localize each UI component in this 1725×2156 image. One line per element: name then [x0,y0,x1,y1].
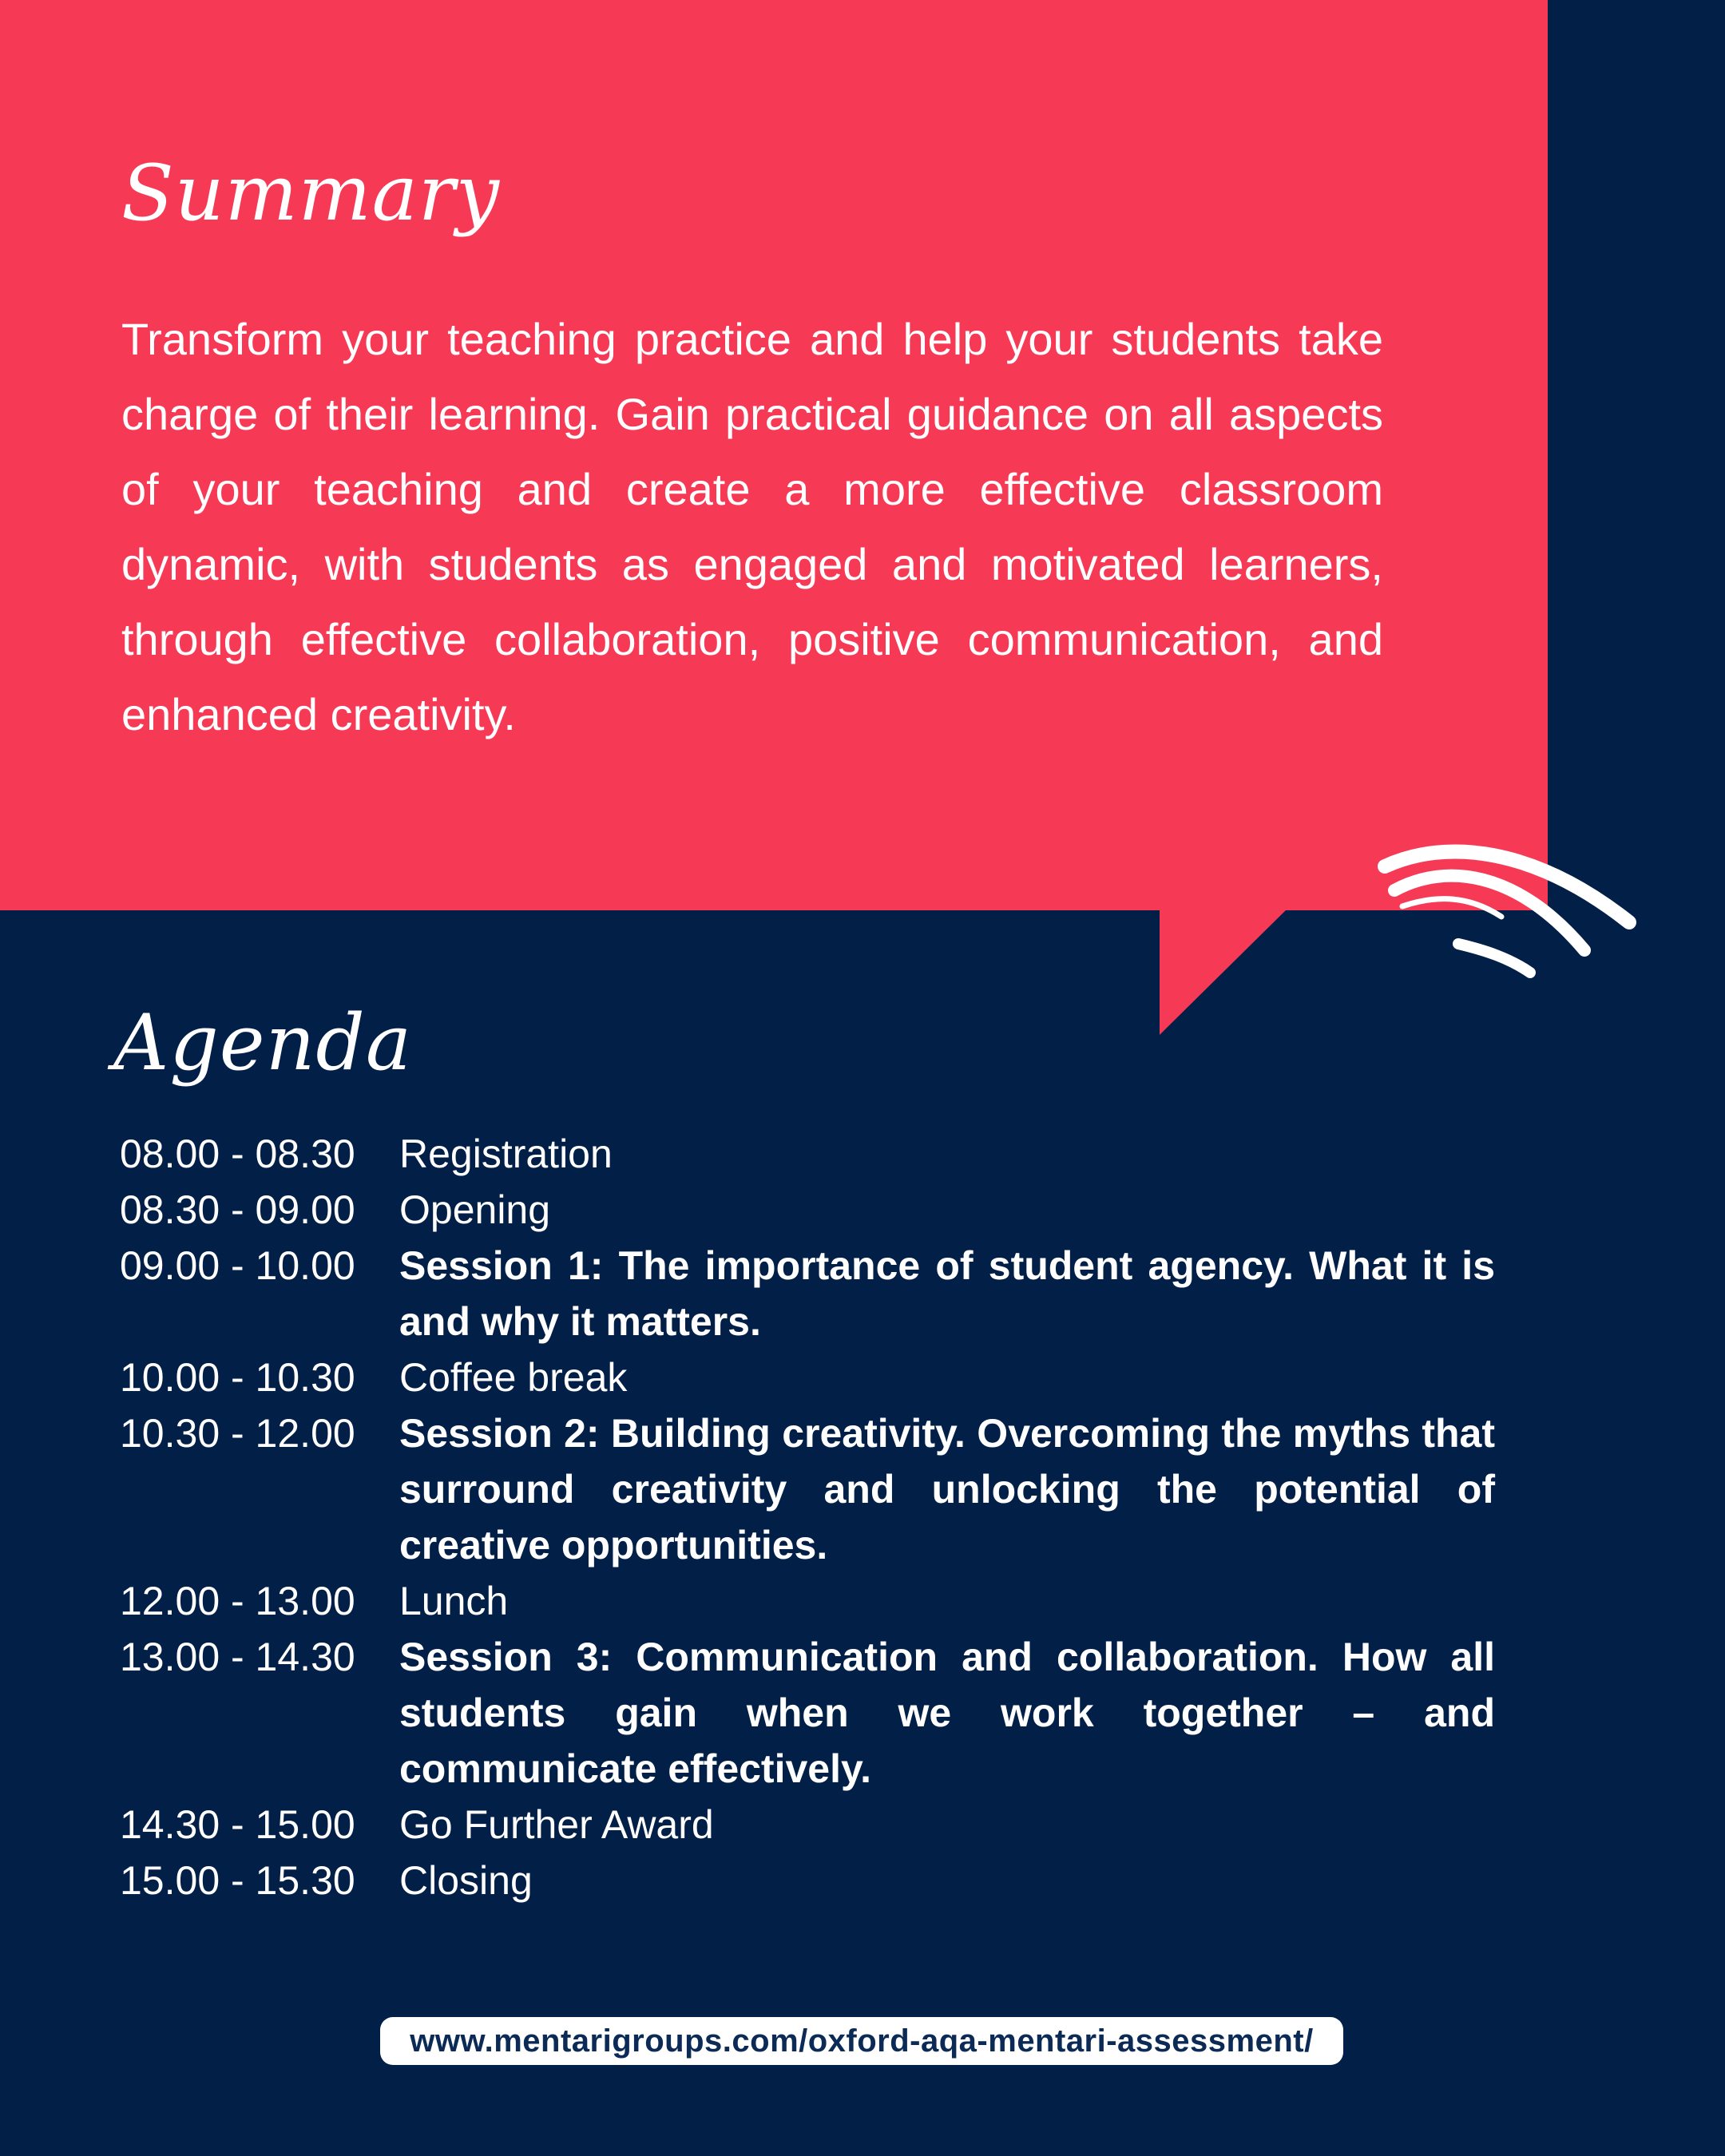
agenda-time: 10.30 - 12.00 [120,1411,355,1456]
agenda-session-desc: Session 2: Building creativity. Overcoming the myths that surround creativity and unlocking the potential of creative opportunities. [399,1411,1495,1567]
agenda-item [120,1182,1495,1238]
agenda-session-desc: Session 1: The importance of student agency. What it is and why it matters. [399,1243,1495,1344]
agenda-desc: Closing [399,1858,533,1903]
agenda-desc: Opening [399,1187,551,1232]
agenda-item [120,1629,1495,1797]
agenda-desc: Coffee break [399,1355,628,1400]
agenda-item [120,1797,1495,1853]
agenda-item [120,1126,1495,1182]
agenda-time: 14.30 - 15.00 [120,1802,355,1847]
agenda-session-desc: Session 3: Communication and collaboration. How all students gain when we work together – and communicate effectively. [399,1635,1495,1791]
agenda-time: 09.00 - 10.00 [120,1243,355,1288]
agenda-item [120,1238,1495,1349]
summary-body: Transform your teaching practice and help your students take charge of their learning. Gain practical guidance on all aspects of your teaching and create a more effective classroom dynamic, with students as engaged and motivated learners, through effective collaboration, positive communication, and enhanced creativity. [121,314,1383,739]
agenda-desc: Registration [399,1132,613,1176]
brush-stroke-icon [1374,830,1645,990]
agenda-time: 10.00 - 10.30 [120,1355,355,1400]
agenda-title: Agenda [113,998,413,1088]
agenda-time: 12.00 - 13.00 [120,1579,355,1623]
agenda-item [120,1573,1495,1629]
agenda-item [120,1853,1495,1908]
agenda-item [120,1405,1495,1573]
agenda-list [120,1126,1495,1908]
agenda-time: 08.00 - 08.30 [120,1132,355,1176]
agenda-time: 15.00 - 15.30 [120,1858,355,1903]
agenda-desc: Go Further Award [399,1802,714,1847]
agenda-time: 13.00 - 14.30 [120,1635,355,1679]
summary-title: Summary [121,149,501,238]
agenda-time: 08.30 - 09.00 [120,1187,355,1232]
agenda-desc: Lunch [399,1579,509,1623]
agenda-item [120,1349,1495,1405]
website-link[interactable]: www.mentarigroups.com/oxford-aqa-mentari-assessment/ [380,2017,1343,2065]
